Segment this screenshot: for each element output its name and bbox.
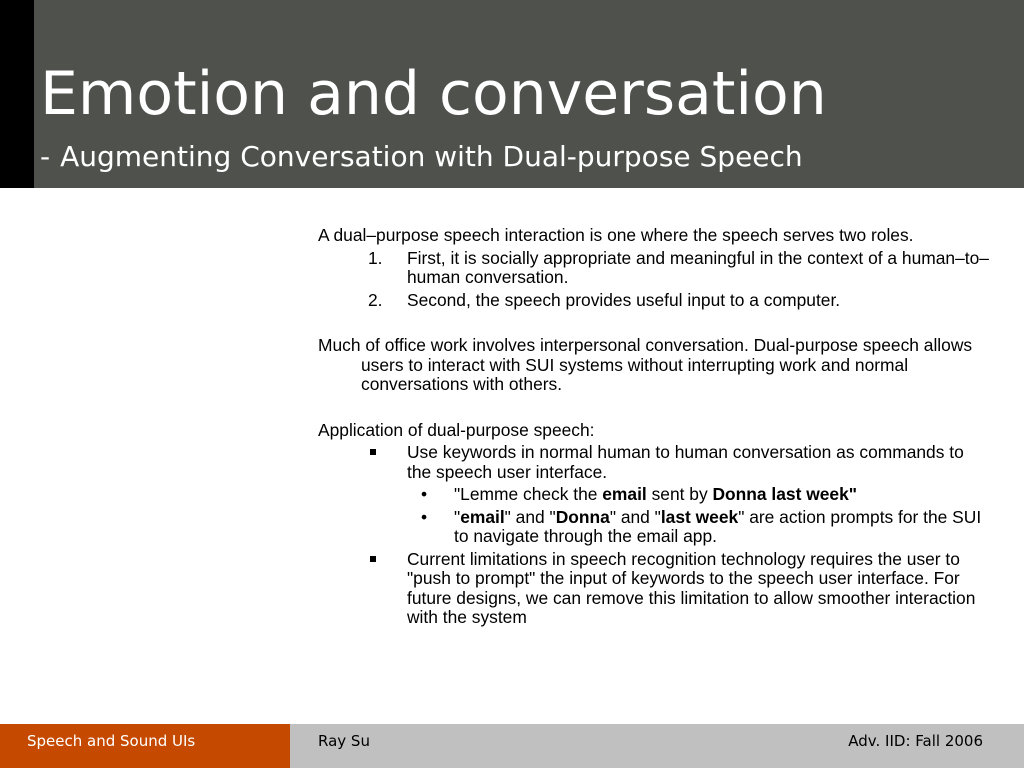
- numbered-item: [318, 291, 990, 311]
- application-heading: Application of dual-purpose speech:: [318, 419, 595, 440]
- slide-body: [318, 226, 990, 628]
- numbered-item: [318, 249, 990, 288]
- subtitle-dash: -: [40, 140, 51, 173]
- item-number: 1.: [368, 247, 383, 268]
- bullet-dot-icon: •: [421, 484, 428, 504]
- bullet-item: [318, 443, 990, 482]
- footer-term: Adv. IID: Fall 2006: [848, 732, 983, 750]
- subtitle-text: Augmenting Conversation with Dual-purpose Speech: [60, 140, 803, 173]
- slide-footer: [0, 724, 1024, 768]
- item-text: First, it is socially appropriate and meaningful in the context of a human–to–human conversation.: [407, 247, 989, 287]
- sub-bullet-text: "Lemme check the email sent by Donna last week": [454, 484, 858, 504]
- bullet-dot-icon: •: [421, 506, 428, 527]
- slide-subtitle: [40, 139, 803, 175]
- footer-author: Ray Su: [318, 732, 370, 750]
- sub-bullet-text: "email" and "Donna" and "last week" are action prompts for the SUI to navigate through the email app.: [454, 506, 982, 546]
- item-number: 2.: [368, 289, 383, 310]
- definition-paragraph: A dual–purpose speech interaction is one where the speech serves two roles.: [318, 225, 914, 245]
- slide-title: Emotion and conversation: [40, 59, 827, 129]
- item-text: Second, the speech provides useful input to a computer.: [407, 289, 841, 310]
- bullet-text: Current limitations in speech recognition technology requires the user to "push to prompt" the input of keywords to the speech user interface. For future designs, we can remove this limitation to allow smoother interaction with the system: [407, 548, 976, 627]
- bullet-text: Use keywords in normal human to human conversation as commands to the speech user interface.: [407, 442, 964, 482]
- square-bullet-icon: [370, 556, 376, 562]
- header-accent-bar: [0, 0, 34, 188]
- bullet-item: [318, 550, 990, 628]
- sub-bullet-item: [318, 485, 990, 505]
- footer-course-panel: [0, 724, 290, 768]
- office-work-paragraph: Much of office work involves interpersonal conversation. Dual-purpose speech allows users to interact with SUI systems without interrupting work and normal conversations with others.: [318, 335, 973, 394]
- footer-course-label: Speech and Sound UIs: [27, 732, 196, 750]
- slide-header: [0, 0, 1024, 188]
- square-bullet-icon: [370, 449, 376, 455]
- sub-bullet-item: [318, 508, 990, 547]
